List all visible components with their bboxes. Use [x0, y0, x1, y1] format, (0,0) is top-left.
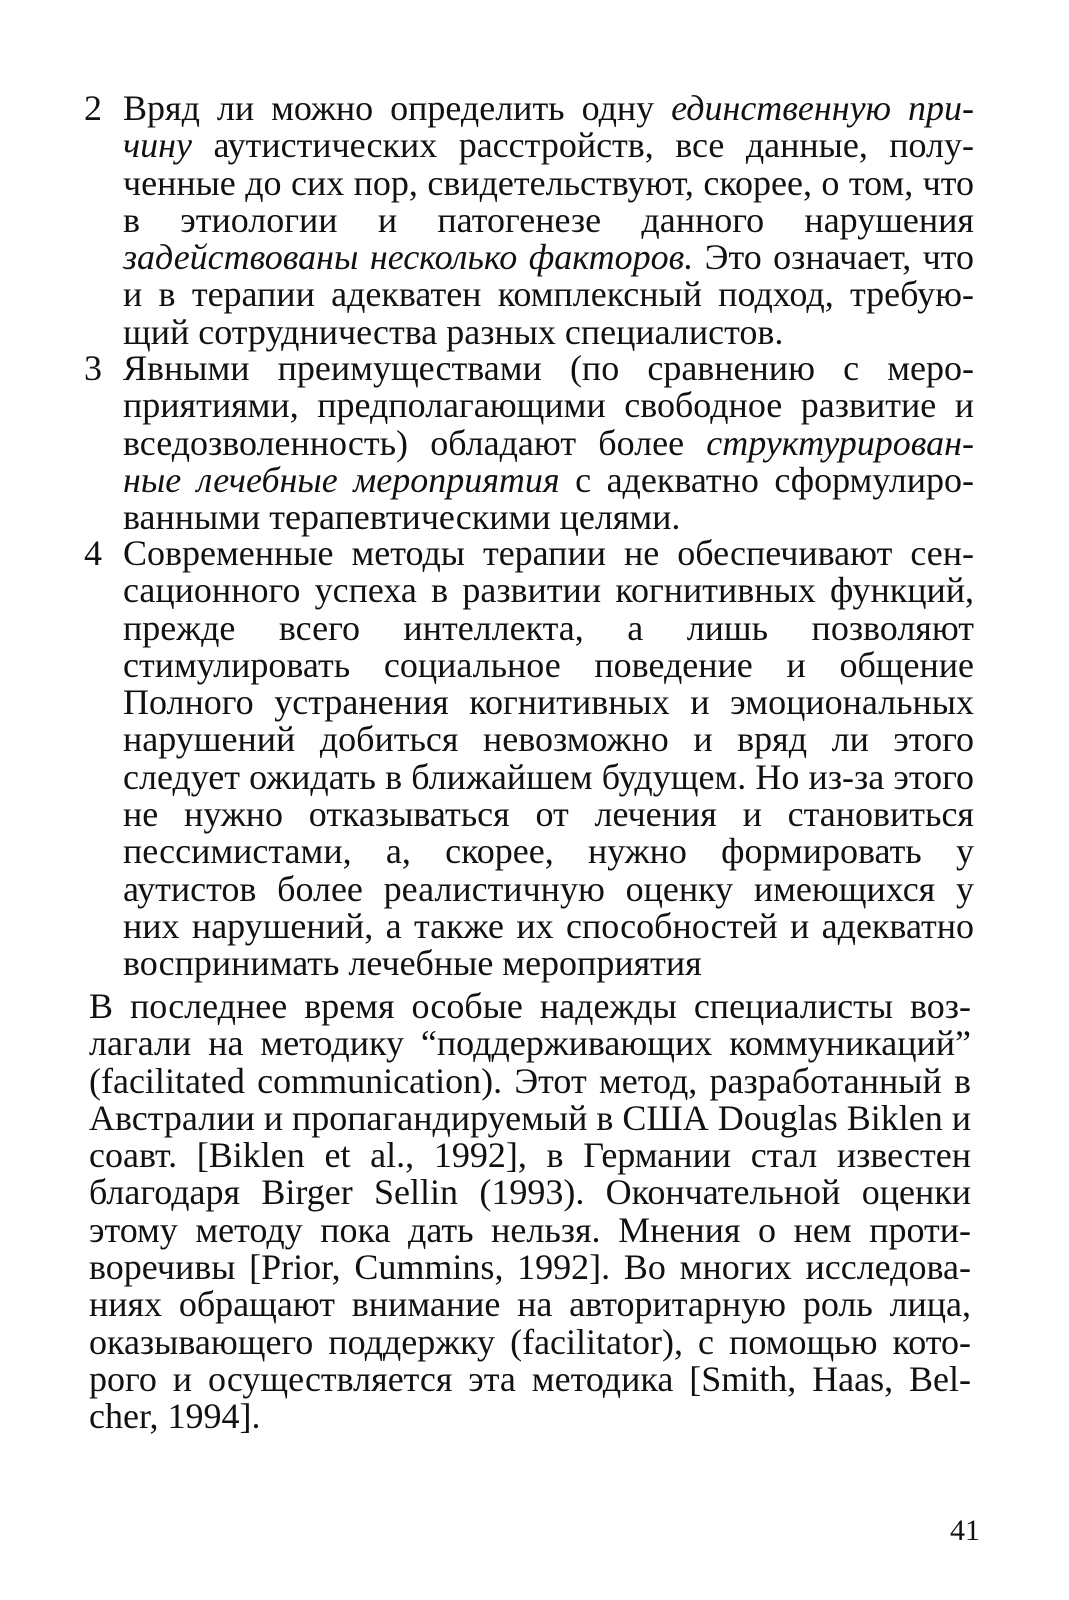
- list-item-number: 2: [84, 88, 102, 128]
- list-item-text: [123, 535, 974, 983]
- list-item-number: 4: [84, 533, 102, 573]
- italic-segment: задействованы несколько факторов.: [123, 237, 694, 278]
- page-number: 41: [950, 1514, 980, 1547]
- text-segment: Вряд ли можно определить одну: [123, 88, 672, 128]
- text-segment: Современные методы терапии не обеспечивают сенсационного успеха в развитии когнитивных функций, прежде всего интеллекта, а лишь позволяют стимулировать социальное поведение и общение Полного устранения когнитивных и эмоциональных нарушений добиться невозможно и вряд ли этого следует ожидать в ближайшем будущем. Но из-за этого не нужно отказываться от лечения и становиться пессимистами, а, скорее, нужно формировать у аутистов более реалистичную оценку имеющихся у них нарушений, а также их способностей и адекватно воспринимать лечебные мероприятия: [123, 533, 974, 984]
- list-item-number: 3: [84, 348, 102, 388]
- text-segment: с адекватно сформулированными терапевтическими целями.: [123, 459, 974, 538]
- italic-segment: структурированные лечебные мероприятия: [123, 422, 974, 500]
- list-item-4: [84, 535, 974, 983]
- list-item-text: [123, 90, 974, 351]
- text-segment: Явными преимуществами (по сравнению с мероприятиями, предполагающими свободное развитие и вседозволенность) обладают более: [123, 348, 974, 463]
- italic-segment: единственную причину: [123, 88, 974, 166]
- text-segment: аутистических расстройств, все данные, полученные до сих пор, свидетельствуют, скорее, о том, что в этиологии и патогенезе данного нарушения: [123, 125, 974, 240]
- list-item-text: [123, 350, 974, 536]
- text-segment: Это означает, что и в терапии адекватен комплексный подход, требующий сотрудничества разных специалистов.: [123, 237, 975, 352]
- list-item-2: [84, 90, 974, 351]
- body-paragraph: В последнее время особые надежды специалисты возлагали на методику “поддерживающих коммуникаций” (facilitated communication). Этот метод, разработанный в Австралии и пропагандируемый в США Douglas Biklen и соавт. [Biklen et al., 1992], в Германии стал известен благодаря Birger Sellin (1993). Окончательной оценки этому методу пока дать нельзя. Мнения о нем противоречивы [Prior, Cummins, 1992]. Во многих исследованиях обращают внимание на авторитарную роль лица, оказывающего поддержку (facilitator), с помощью которого и осуществляется эта методика [Smith, Haas, Belcher, 1994].: [89, 986, 971, 1437]
- list-item-3: [84, 350, 974, 536]
